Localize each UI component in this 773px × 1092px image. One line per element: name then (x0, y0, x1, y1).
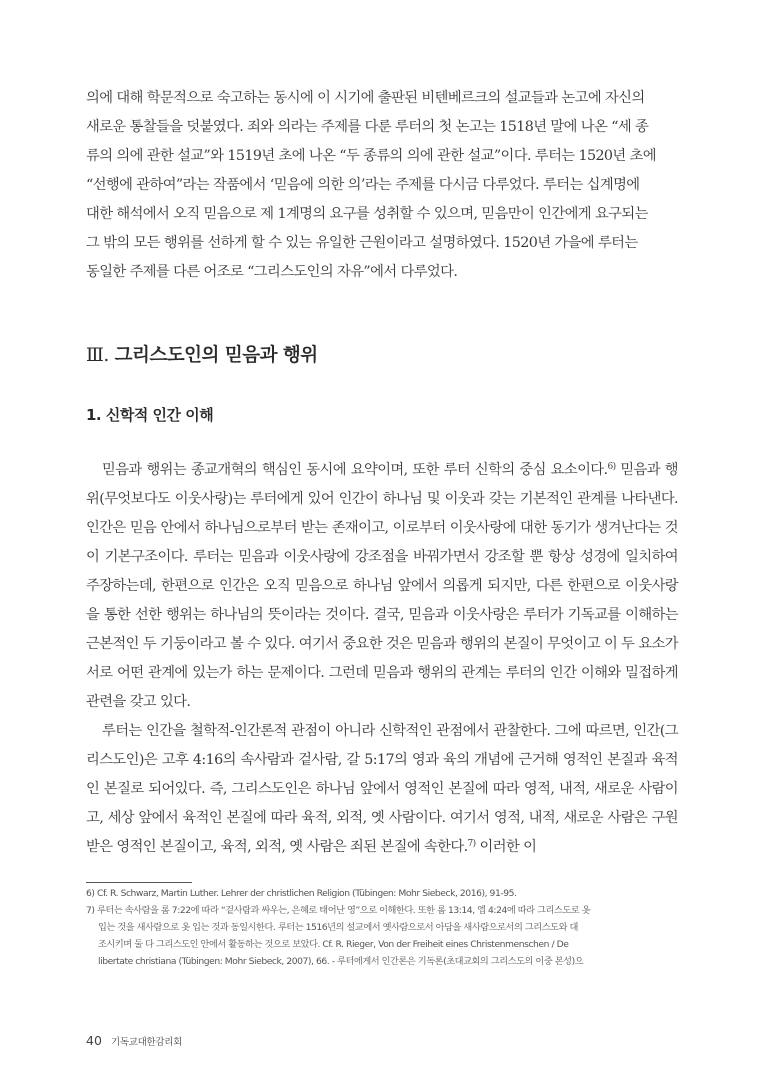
section-title: 그리스도인의 믿음과 행위 (108, 345, 318, 366)
footnote-6: 6) Cf. R. Schwarz, Martin Luther. Lehrer der christlichen Religion (Tübingen: Mohr Siebeck, 2016), 91-95. (86, 888, 517, 899)
footnote-ref-7[interactable]: 7) (467, 839, 476, 849)
page-footer (86, 1030, 182, 1049)
text-line: 동일한 주제를 다른 어조로 “그리스도인의 자유”에서 다루었다. (86, 264, 458, 280)
text-line: 류의 의에 관한 설교”와 1519년 초에 나온 “두 종류의 의에 관한 설교”이다. 루터는 1520년 초에 (86, 148, 657, 164)
intro-paragraph (86, 84, 678, 287)
text-line: 새로운 통찰들을 덧붙였다. 죄와 의라는 주제를 다룬 루터의 첫 논고는 1518년 말에 나온 “세 종 (86, 119, 649, 135)
journal-name: 기독교대한감리회 (111, 1037, 183, 1048)
footnote-divider (86, 882, 192, 883)
paragraph-text: 이러한 이 (475, 839, 537, 855)
text-line: “선행에 관하여”라는 작품에서 ‘믿음에 의한 의’라는 주제를 다시금 다루었다. 루터는 십계명에 (86, 177, 640, 193)
section-number: Ⅲ. (86, 345, 109, 366)
paragraph-human-understanding (86, 717, 678, 862)
page-number: 40 (86, 1033, 102, 1048)
footnote-7-line: libertate christiana (Tübingen: Mohr Siebeck, 2007), 66. - 루터에게서 인간론은 기독론(초대교회의 그리스도의 이중 본성)으 (98, 956, 584, 967)
text-line: 대한 해석에서 오직 믿음으로 제 1계명의 요구를 성취할 수 있으며, 믿음만이 인간에게 요구되는 (86, 206, 648, 222)
paragraph-text: 루터는 인간을 철학적-인간론적 관점이 아니라 신학적인 관점에서 관찰한다. 그에 따르면, 인간(그리스도인)은 고후 4:16의 속사람과 겉사람, 갈 5:17의 영과 육의 개념에 근거해 영적인 본질과 육적인 본질로 되어있다. 즉, 그리스도인은 하나님 앞에서 영적인 본질에 따라 영적, 내적, 새로운 사람이고, 세상 앞에서 육적인 본질에 따라 육적, 외적, 옛 사람이다. 여기서 영적, 내적, 새로운 사람은 구원받은 영적인 본질이고, 육적, 외적, 옛 사람은 죄된 본질에 속한다. (86, 723, 678, 855)
footnotes (86, 885, 678, 970)
footnote-7-line: 입는 것을 새사람으로 옷 입는 것과 동일시한다. 루터는 1516년의 설교에서 옛사람으로서 아담을 새사람으로서의 그리스도와 대 (98, 922, 578, 933)
footnote-7-line: 조시키며 둘 다 그리스도인 안에서 활동하는 것으로 보았다. Cf. R. Rieger, Von der Freiheit eines Christenmenschen / De (98, 939, 569, 950)
paragraph-text: 믿음과 행위는 종교개혁의 핵심인 동시에 요약이며, 또한 루터 신학의 중심 요소이다. (102, 462, 608, 478)
footnote-ref-6[interactable]: 6) (607, 462, 616, 472)
section-heading (86, 341, 318, 367)
text-line: 의에 대해 학문적으로 숙고하는 동시에 이 시기에 출판된 비텐베르크의 설교들과 논고에 자신의 (86, 90, 645, 106)
paragraph-text: 믿음과 행위(무엇보다도 이웃사랑)는 루터에게 있어 인간이 하나님 및 이웃과 갖는 기본적인 관계를 나타낸다. 인간은 믿음 안에서 하나님으로부터 받는 존재이고, 이로부터 이웃사랑에 대한 동기가 생겨난다는 것이 기본구조이다. 루터는 믿음과 이웃사랑에 강조점을 바꿔가면서 강조할 뿐 항상 성경에 일치하여 주장하는데, 한편으로 인간은 오직 믿음으로 하나님 앞에서 의롭게 되지만, 다른 한편으로 이웃사랑을 통한 선한 행위는 하나님의 뜻이라는 것이다. 결국, 믿음과 이웃사랑은 루터가 기독교를 이해하는 근본적인 두 기둥이라고 볼 수 있다. 여기서 중요한 것은 믿음과 행위의 본질이 무엇이고 이 두 요소가 서로 어떤 관계에 있는가 하는 문제이다. 그런데 믿음과 행위의 관계는 루터의 인간 이해와 밀접하게 관련을 갖고 있다. (86, 462, 679, 710)
text-line: 그 밖의 모든 행위를 선하게 할 수 있는 유일한 근원이라고 설명하였다. 1520년 가을에 루터는 (86, 235, 638, 251)
footnote-7: 7) 루터는 속사람을 롬 7:22에 따라 “겉사람과 싸우는, 은혜로 태어난 영”으로 이해한다. 또한 롬 13:14, 엡 4:24에 따라 그리스도로 옷 (86, 905, 591, 916)
paragraph-faith-and-works (86, 456, 678, 717)
subsection-heading: 1. 신학적 인간 이해 (86, 406, 214, 424)
